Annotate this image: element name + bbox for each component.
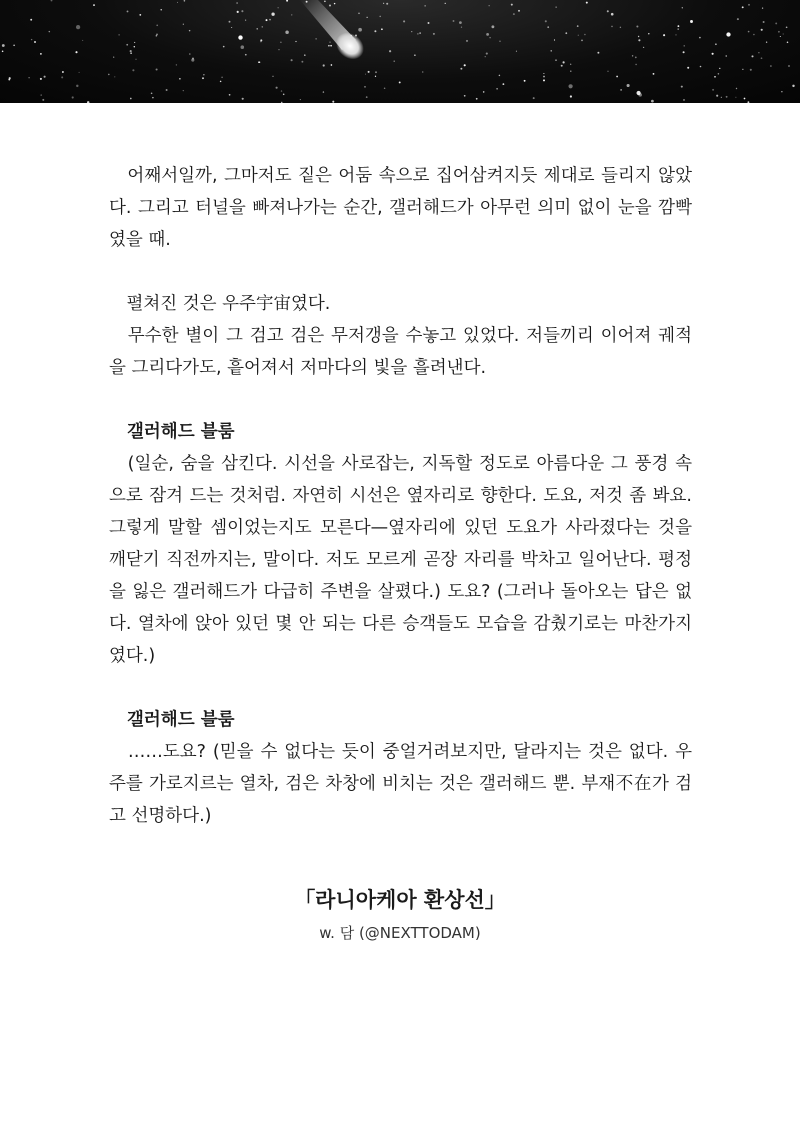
star [40, 78, 42, 80]
paragraph-4: (일순, 숨을 삼킨다. 시선을 사로잡는, 지독할 정도로 아름다운 그 풍경 속으로 잠겨 드는 것처럼. 자연히 시선은 옆자리로 향한다. 도요, 저것 좀 봐요. 그렇게 말할 셈이었는지도 모른다—옆자리에 있던 도요가 사라졌다는 것을 깨닫기 직전까지는, 말이다. 저도 모르게 곧장 자리를 박차고 일어난다. 평정을 잃은 갤러해드가 다급히 주변을 살폈다.) 도요? (그러나 돌아오는 답은 없다. 열차에 앉아 있던 몇 안 되는 다른 승객들도 모습을 감췄기로는 마찬가지였다.) [109, 454, 698, 666]
star [259, 61, 261, 63]
star [411, 31, 412, 32]
star [675, 34, 676, 35]
star [229, 21, 231, 23]
star [202, 77, 204, 79]
star [568, 84, 572, 88]
star [486, 53, 488, 55]
star [152, 97, 154, 99]
star [75, 51, 77, 53]
star [586, 2, 588, 4]
star [766, 42, 767, 43]
star [42, 99, 44, 101]
star [753, 34, 755, 36]
star [428, 22, 430, 24]
star [269, 19, 271, 21]
star [577, 25, 579, 27]
star [635, 64, 636, 65]
star [744, 98, 746, 100]
star [51, 0, 53, 1]
star [762, 7, 763, 8]
star [682, 7, 683, 8]
star [561, 65, 563, 67]
star [285, 31, 289, 35]
star [545, 20, 547, 22]
speaker-name-2: 갤러해드 블룸 [127, 710, 235, 730]
star [118, 34, 119, 35]
star [638, 39, 640, 41]
star [242, 98, 244, 100]
star [681, 86, 683, 88]
star [76, 85, 78, 87]
star [565, 32, 567, 34]
star [632, 55, 633, 56]
star [643, 47, 644, 48]
star [126, 44, 128, 46]
star [266, 19, 268, 21]
star [714, 76, 716, 78]
star [62, 71, 64, 73]
star [648, 33, 649, 34]
star [663, 34, 665, 36]
star [742, 6, 744, 8]
star [719, 68, 720, 69]
star [383, 3, 384, 4]
star [334, 3, 335, 4]
star [735, 97, 736, 98]
star [726, 96, 728, 98]
star [715, 43, 717, 45]
star [79, 72, 80, 73]
star [712, 53, 714, 55]
star [328, 45, 330, 47]
star [491, 25, 494, 28]
star [130, 50, 132, 52]
star [464, 95, 466, 97]
star [278, 7, 279, 8]
star [690, 20, 693, 23]
star [355, 35, 357, 37]
star [433, 33, 435, 35]
star [223, 46, 225, 48]
star [460, 68, 462, 70]
star [781, 91, 782, 92]
star [677, 28, 678, 29]
star [787, 42, 789, 44]
star [513, 13, 515, 15]
star [177, 2, 178, 3]
star [721, 97, 722, 98]
star [13, 45, 15, 47]
star [113, 57, 114, 58]
story-body [109, 160, 698, 832]
star [82, 40, 83, 41]
star [611, 13, 614, 16]
star [189, 30, 191, 32]
paragraph-2: 펼쳐진 것은 우주宇宙였다. [109, 294, 331, 314]
star [524, 80, 526, 82]
star [445, 3, 446, 4]
star [570, 64, 571, 65]
star [699, 37, 701, 39]
star [2, 51, 4, 53]
star [260, 39, 262, 41]
star [684, 45, 685, 46]
star [716, 95, 718, 97]
star [44, 76, 46, 78]
star [49, 31, 50, 32]
star [620, 89, 622, 91]
star [30, 19, 32, 21]
star [283, 94, 285, 96]
star [241, 45, 245, 49]
star [135, 59, 136, 60]
star [543, 79, 545, 81]
author-byline: w. 담 (@NEXTTODAM) [319, 924, 481, 942]
star [554, 39, 555, 40]
star [236, 2, 238, 4]
star [281, 90, 282, 91]
star [620, 27, 621, 28]
star [502, 83, 504, 85]
star [511, 4, 513, 6]
star [364, 86, 365, 87]
star [737, 18, 739, 20]
star [607, 71, 608, 72]
title-block [0, 884, 800, 946]
starry-night-banner [0, 0, 800, 103]
star [417, 33, 418, 34]
star [496, 88, 498, 90]
paragraph-3: 무수한 별이 그 검고 검은 무저갱을 수놓고 있었다. 저들끼리 이어져 궤적을 그리다가도, 흩어져서 저마다의 빛을 흘려낸다. [109, 326, 692, 378]
star [751, 55, 753, 57]
star [747, 101, 749, 103]
star [611, 26, 613, 28]
star [786, 26, 788, 28]
star [245, 54, 247, 56]
star [237, 11, 239, 13]
star [638, 36, 639, 37]
star [156, 24, 158, 26]
star [761, 57, 763, 59]
star [329, 41, 330, 42]
star [151, 93, 153, 95]
star [323, 64, 325, 66]
star [616, 76, 618, 78]
star [748, 4, 750, 6]
star [489, 37, 491, 39]
star [422, 71, 423, 72]
star [134, 46, 135, 47]
star [712, 89, 714, 91]
star [778, 31, 780, 33]
star [758, 52, 759, 53]
star [389, 50, 391, 52]
star [748, 31, 750, 33]
star [770, 65, 772, 67]
star [551, 50, 552, 51]
star [72, 96, 74, 98]
star [726, 32, 730, 36]
star [332, 101, 334, 103]
star [775, 22, 777, 24]
star [581, 40, 583, 42]
star [231, 27, 232, 28]
star [367, 17, 368, 18]
star [683, 51, 685, 53]
star [742, 69, 743, 70]
star [271, 13, 274, 16]
star [301, 61, 303, 63]
star [191, 59, 194, 62]
star [365, 74, 366, 75]
star [220, 81, 222, 83]
star [375, 76, 376, 77]
star [783, 33, 784, 34]
star [750, 69, 752, 71]
star [563, 61, 565, 63]
star [278, 49, 279, 50]
star [403, 20, 405, 22]
star [295, 41, 296, 42]
star [189, 53, 191, 55]
star [547, 26, 549, 28]
star [134, 42, 135, 43]
star [306, 1, 308, 3]
star [286, 0, 288, 2]
star [114, 76, 115, 77]
star [87, 101, 89, 103]
star [184, 0, 186, 2]
star [736, 88, 737, 89]
star [127, 10, 129, 12]
star [93, 4, 95, 6]
star [183, 24, 184, 25]
star [323, 91, 324, 92]
star [291, 14, 292, 15]
star [499, 41, 500, 42]
star [262, 26, 263, 27]
star [229, 94, 231, 96]
star [358, 28, 362, 32]
star [483, 91, 485, 93]
star [792, 85, 794, 87]
star [384, 87, 386, 89]
star [329, 4, 331, 6]
star [276, 87, 278, 89]
star [584, 34, 586, 36]
star [28, 77, 29, 78]
star [543, 76, 545, 78]
star [132, 69, 134, 71]
star [636, 25, 638, 27]
star [108, 74, 110, 76]
star [130, 52, 132, 54]
star [183, 90, 184, 91]
star [651, 100, 654, 103]
star [425, 5, 426, 6]
star [578, 35, 579, 36]
star [453, 20, 455, 22]
star [221, 76, 223, 78]
star [489, 5, 490, 6]
star [280, 42, 282, 44]
star [130, 98, 132, 100]
star [166, 89, 168, 91]
star [366, 96, 368, 98]
star [358, 13, 360, 15]
star [533, 97, 535, 99]
star [368, 71, 370, 73]
star [763, 21, 765, 23]
star [61, 76, 63, 78]
paragraph-5: ……도요? (믿을 수 없다는 듯이 중얼거려보지만, 달라지는 것은 없다. 우주를 가로지르는 열차, 검은 차창에 비치는 것은 갤러해드 뿐. 부재不在가 검고 선명하다.) [109, 742, 692, 826]
star [374, 30, 376, 32]
star [499, 75, 501, 77]
star [466, 40, 468, 42]
star [718, 73, 720, 75]
star [272, 76, 273, 77]
star [700, 66, 702, 68]
star [203, 74, 204, 75]
star [381, 28, 383, 30]
star [76, 25, 80, 29]
star [179, 78, 181, 80]
star [597, 52, 599, 54]
star [677, 25, 679, 27]
star [160, 9, 161, 10]
star [331, 64, 333, 66]
star [330, 45, 332, 47]
star [555, 59, 556, 60]
star [637, 91, 641, 95]
star [414, 54, 416, 56]
star [40, 94, 41, 95]
star [419, 32, 420, 33]
star [464, 64, 466, 66]
star [324, 0, 326, 2]
star [543, 73, 544, 74]
star [156, 33, 158, 35]
star [780, 36, 781, 37]
star [176, 64, 177, 65]
paragraph-1: 어째서일까, 그마저도 짙은 어둠 속으로 집어삼켜지듯 제대로 들리지 않았다. 그리고 터널을 빠져나가는 순간, 갤러해드가 아무런 의미 없이 눈을 깜빡였을 때. [109, 166, 692, 250]
star [300, 99, 301, 100]
star [304, 54, 306, 56]
star [485, 56, 486, 57]
star [291, 59, 293, 61]
story-title: 「라니아케아 환상선」 [294, 888, 506, 912]
star [486, 33, 489, 36]
star [627, 84, 630, 87]
star [241, 10, 243, 12]
star [245, 20, 246, 21]
star [139, 14, 141, 16]
star [2, 44, 5, 47]
star [635, 57, 637, 59]
star [156, 68, 158, 70]
star [315, 38, 316, 39]
star [281, 102, 282, 103]
star [761, 29, 763, 31]
star [459, 21, 462, 24]
star [379, 16, 381, 18]
speaker-name-1: 갤러해드 블룸 [127, 422, 235, 442]
star [9, 77, 11, 79]
star [683, 99, 685, 101]
star [687, 67, 689, 69]
star [556, 7, 557, 8]
star [34, 41, 36, 43]
star [607, 10, 609, 12]
star [31, 39, 32, 40]
star [653, 73, 655, 75]
star [399, 81, 401, 83]
star [394, 61, 395, 62]
star [351, 35, 353, 37]
star [461, 27, 462, 28]
star [570, 95, 572, 97]
star [386, 3, 388, 5]
star [726, 55, 727, 56]
star [375, 71, 377, 73]
star [518, 10, 520, 12]
star [476, 98, 478, 100]
star [788, 65, 790, 67]
star [40, 53, 42, 55]
star [238, 35, 242, 39]
star [570, 71, 571, 72]
star [516, 51, 517, 52]
comet-icon [0, 0, 800, 103]
star [256, 28, 257, 29]
